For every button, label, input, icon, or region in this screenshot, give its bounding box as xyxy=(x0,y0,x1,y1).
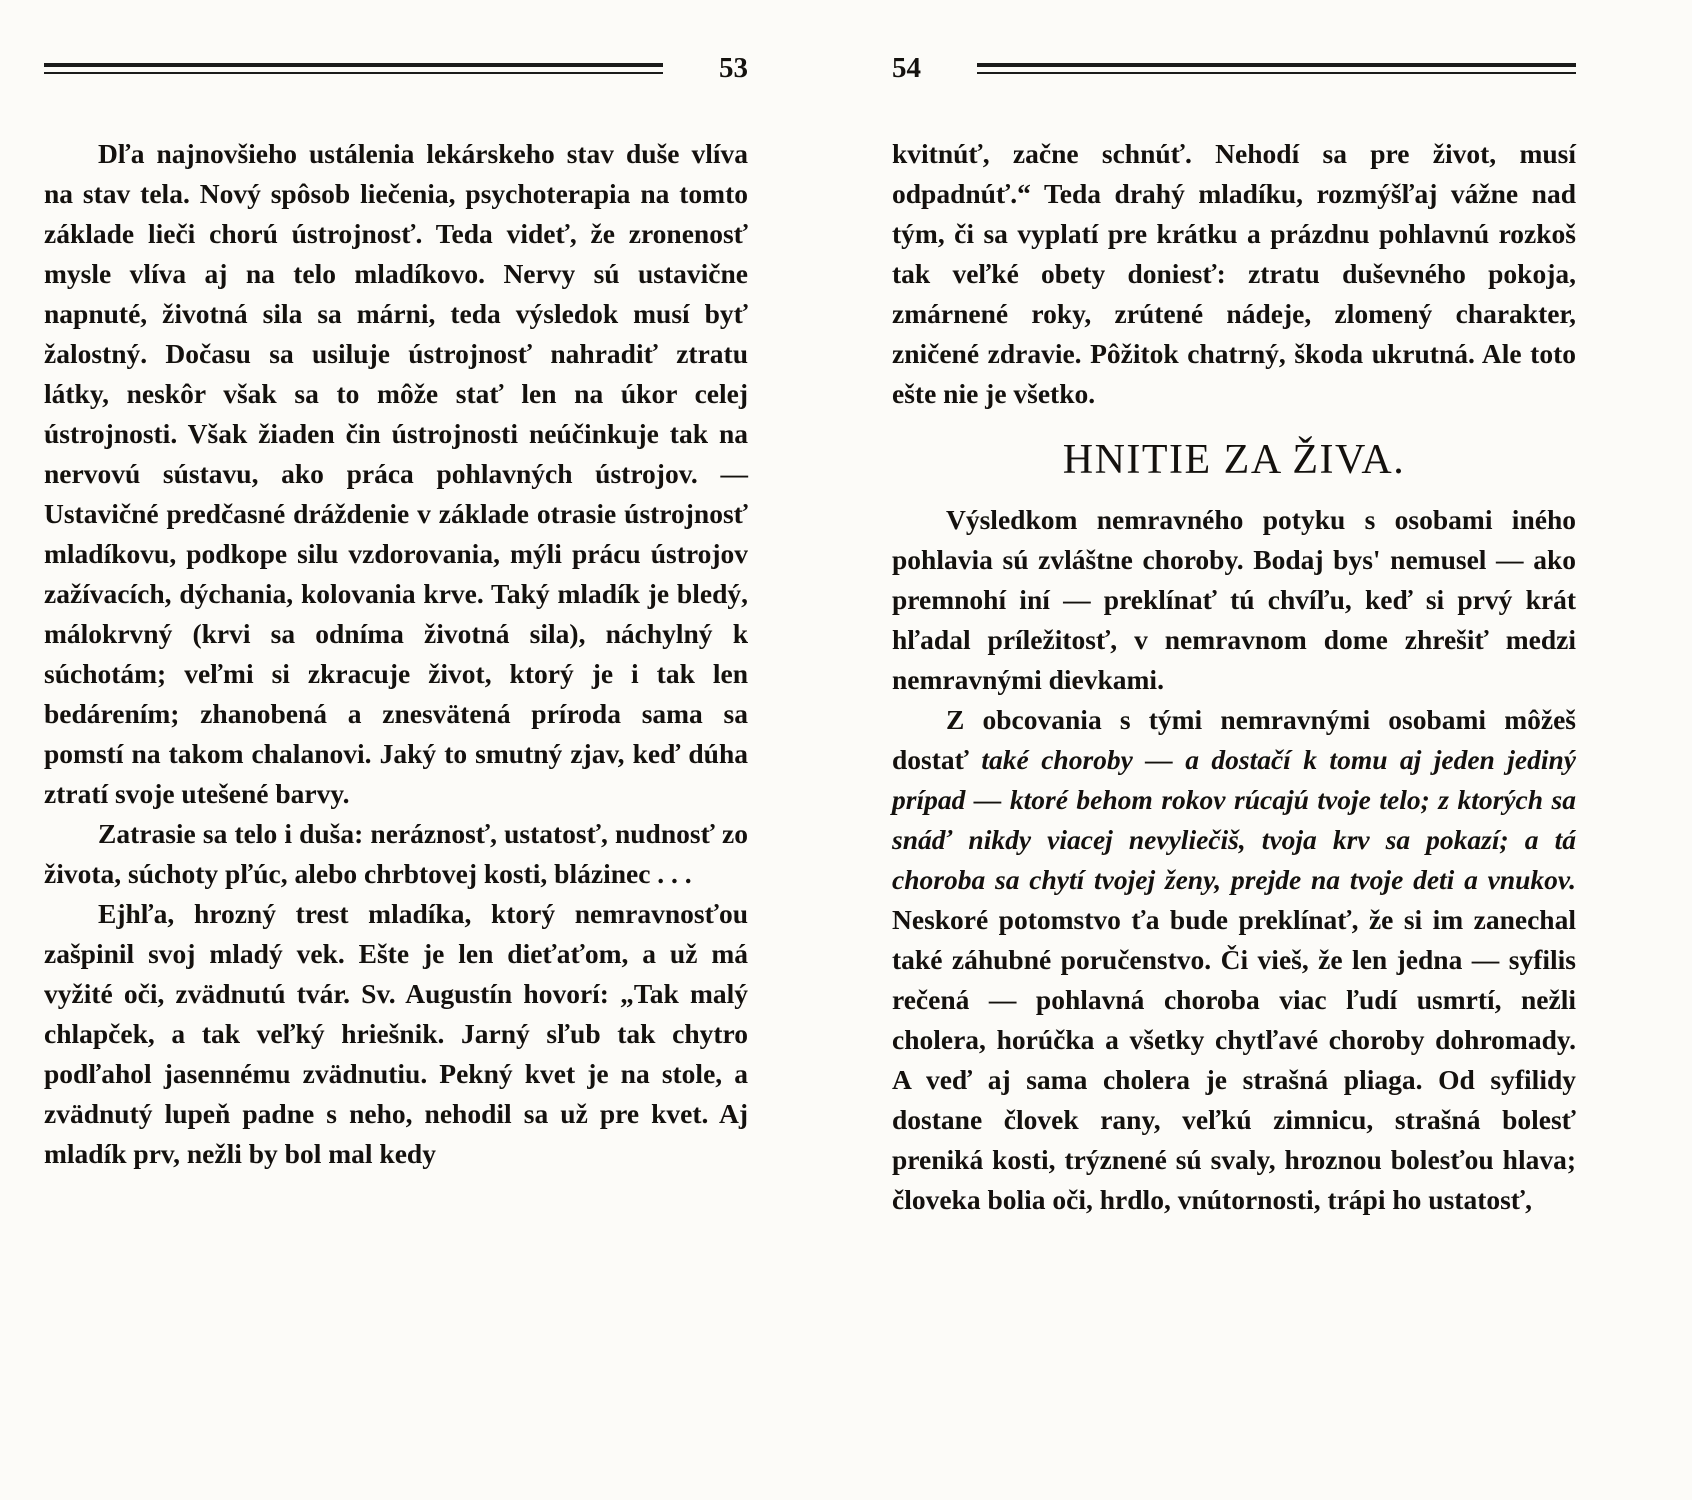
paragraph-54-2-roman-end: Neskoré potomstvo ťa bude preklínať, že si im zanechal také záhubné poručenstvo. Či vieš, že len jedna — syfilis rečená — pohlavná choroba viac ľudí usmrtí, nežli cholera, horúčka a všetky chytľavé choroby dohromady. A veď aj sama cholera je strašná pliaga. Od syfilidy dostane človek rany, veľkú zimnicu, strašná bolesť preniká kosti, trýznené sú svaly, hroznou bolesťou hlava; človeka bolia oči, hrdlo, vnútornosti, trápi ho ustatosť, xyxy=(892,904,1576,1216)
double-rule-left xyxy=(44,63,663,74)
paragraph-53-1: Dľa najnovšieho ustálenia lekárskeho stav duše vlíva na stav tela. Nový spôsob liečenia, psychoterapia na tomto základe lieči chorú ústrojnosť. Teda videť, že zronenosť mysle vlíva aj na telo mladíkovo. Nervy sú ustavične napnuté, životná sila sa márni, teda výsledok musí byť žalostný. Dočasu sa usiluje ústrojnosť nahradiť ztratu látky, neskôr však sa to môže stať len na úkor celej ústrojnosti. Však žiaden čin ústrojnosti neúčinkuje tak na nervovú sústavu, ako práca pohlavných ústrojov. — Ustavičné predčasné dráždenie v základe otrasie ústrojnosť mladíkovu, podkope silu vzdorovania, mýli prácu ústrojov zažívacích, dýchania, kolovania krve. Taký mladík je bledý, málokrvný (krvi sa odníma životná sila), náchylný k súchotám; veľmi si zkracuje život, ktorý je i tak len bedárením; zhanobená a znesvätená príroda sama sa pomstí na takom chalanovi. Jaký to smutný zjav, keď dúha ztratí svoje utešené barvy. xyxy=(44,138,748,809)
paragraph-54-2 xyxy=(892,700,1576,1220)
paragraph-53-2: Zatrasie sa telo i duša: neráznosť, ustatosť, nudnosť zo života, súchoty pľúc, alebo chrbtovej kosti, blázinec . . . xyxy=(44,818,748,889)
page-53-header xyxy=(44,50,748,86)
section-heading: HNITIE ZA ŽIVA. xyxy=(1062,437,1406,483)
page-number-53: 53 xyxy=(719,51,748,84)
paragraph-54-2-italic: také choroby — a dostačí k tomu aj jeden jediný prípad — ktoré behom rokov rúcajú tvoje telo; z ktorých sa snáď nikdy viacej nevyliečiš, tvoja krv sa pokazí; a tá choroba sa chytí tvojej ženy, prejde na tvoje deti a vnukov. xyxy=(892,744,1577,896)
paragraph-54-continuation: kvitnúť, začne schnúť. Nehodí sa pre život, musí odpadnúť.“ Teda drahý mladíku, rozmýšľaj vážne nad tým, či sa vyplatí pre krátku a prázdnu pohlavnú rozkoš tak veľké obety doniesť: ztratu duševného pokoja, zmárnené roky, zrútené nádeje, zlomený charakter, zničené zdravie. Pôžitok chatrný, škoda ukrutná. Ale toto ešte nie je všetko. xyxy=(892,138,1576,409)
paragraph-53-3: Ejhľa, hrozný trest mladíka, ktorý nemravnosťou zašpinil svoj mladý vek. Ešte je len dieťaťom, a už má vyžité oči, zvädnutú tvár. Sv. Augustín hovorí: „Tak malý chlapček, a tak veľký hriešnik. Jarný sľub tak chytro podľahol jasennému zvädnutiu. Pekný kvet je na stole, a zvädnutý lupeň padne s neho, nehodil sa už pre kvet. Aj mladík prv, nežli by bol mal kedy xyxy=(44,898,748,1169)
double-rule-right xyxy=(977,63,1576,74)
page-54-body xyxy=(892,134,1576,1220)
paragraph-54-2-roman-start: Z obcovania s tými nemravnými osobami môžeš dostať xyxy=(892,704,1576,776)
page-54 xyxy=(846,0,1692,1500)
page-number-54: 54 xyxy=(892,51,921,84)
paragraph-54-1: Výsledkom nemravného potyku s osobami iného pohlavia sú zvláštne choroby. Bodaj bys' nemusel — ako premnohí iní — preklínať tú chvíľu, keď si prvý krát hľadal príležitosť, v nemravnom dome zhrešiť medzi nemravnými dievkami. xyxy=(892,504,1576,696)
page-53-body xyxy=(44,134,748,1174)
page-54-header xyxy=(892,50,1576,86)
